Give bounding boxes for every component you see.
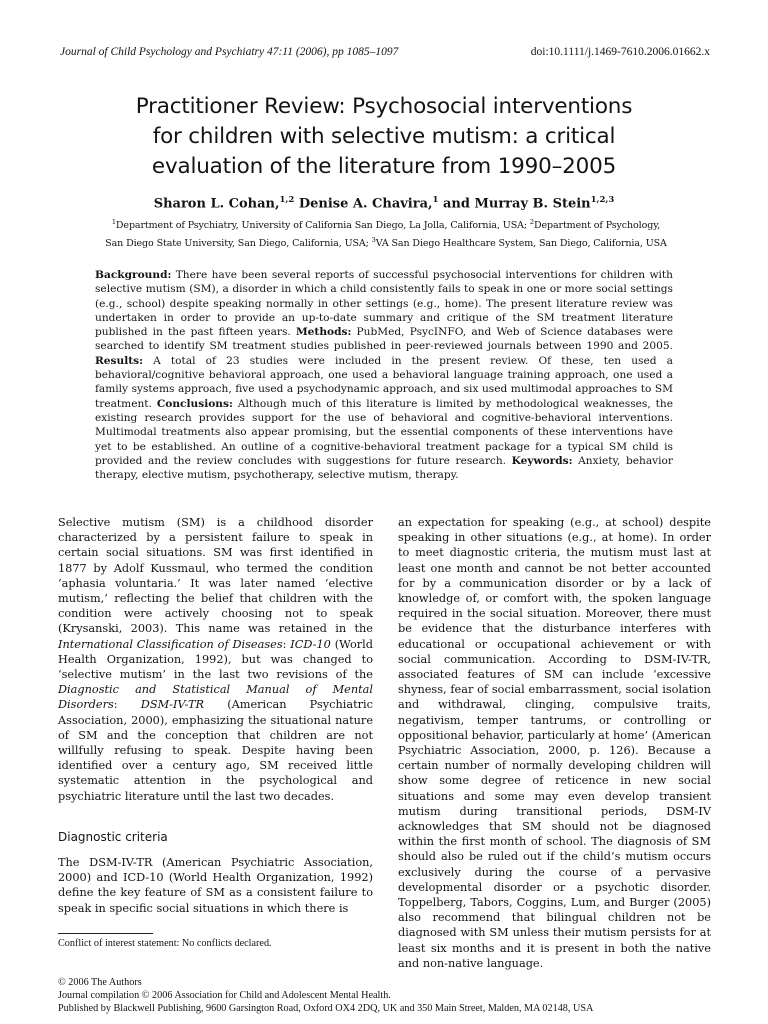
affiliations bbox=[92, 215, 680, 251]
paper-title bbox=[60, 92, 708, 182]
diagnostic-paragraph-cont: an expectation for speaking (e.g., at school) despite speaking in other situations (e.g., at home). In order to meet diagnostic criteria, the mutism must last at least one month and cannot be not better accounted for by a communication disorder or by a lack of knowledge of, or comfort with, the spoken language required in the social situation. Moreover, there must be evidence that the disturbance interferes with educational or occupational achievement or with social communication. According to DSM-IV-TR, associated features of SM can include ‘excessive shyness, fear of social embarrassment, social isolation and withdrawal, clinging, compulsive traits, negativism, temper tantrums, or controlling or oppositional behavior, particularly at home’ (American Psychiatric Association, 2000, p. 126). Because a certain number of normally developing children will show some degree of reticence in new social situations and some may even develop transient mutism during transitional periods, DSM-IV acknowledges that SM should not be diagnosed within the first month of school. The diagnosis of SM should also be ruled out if the child’s mutism occurs exclusively during the course of a pervasive developmental disorder or a psychotic disorder. Toppelberg, Tabors, Coggins, Lum, and Burger (2005) also recommend that bilingual children not be diagnosed with SM unless their mutism persists for at least six months and it is present in both the native and non-native language. bbox=[398, 516, 712, 970]
conflict-statement: Conflict of interest statement: No conflicts declared. bbox=[58, 938, 272, 949]
author-2: Denise A. Chavira, bbox=[294, 196, 433, 212]
publisher-line: Published by Blackwell Publishing, 9600 Garsington Road, Oxford OX4 2DQ, UK and 350 Main Street, Malden, MA 02148, USA bbox=[58, 1002, 594, 1014]
right-column bbox=[398, 515, 711, 971]
journal-citation: Journal of Child Psychology and Psychiatry 47:11 (2006), pp 1085–1097 bbox=[60, 46, 399, 58]
title-line-3: evaluation of the literature from 1990–2005 bbox=[151, 154, 617, 179]
section-heading: Diagnostic criteria bbox=[58, 829, 168, 844]
abstract-keywords-text: Anxiety, behavior therapy, elective mutism, psychotherapy, selective mutism, therapy. bbox=[95, 454, 673, 482]
text-run: Selective mutism (SM) is a childhood disorder characterized by a persistent failure to speak in certain social situations. SM was first identified in 1877 by Adolf Kussmaul, who termed the condition ‘aphasia voluntaria.’ It was later named ‘elective mutism,’ reflecting the belief that children with the condition were actively choosing not to speak (Krysanski, 2003). This name was retained in the bbox=[58, 516, 373, 636]
abstract-background-text: There have been several reports of successful psychosocial interventions for children with selective mutism (SM), a disorder in which a child consistently fails to speak in one or more social settings (e.g., school) despite speaking normally in other settings (e.g., home). The present literature review was undertaken in order to provide an up-to-date summary and critique of the SM treatment literature published in the past fifteen years. bbox=[95, 269, 673, 339]
abstract-results-label: Results: bbox=[95, 354, 144, 367]
abstract-results-text: A total of 23 studies were included in the present review. Of these, ten used a behavioral/cognitive behavioral approach, one used a behavioral language training approach, one used a family systems approach, five used a psychodynamic approach, and six used multimodal approaches to SM treatment. bbox=[95, 354, 673, 410]
affil-2: Department of Psychology, bbox=[533, 220, 661, 232]
affil-3: VA San Diego Healthcare System, San Diego, California, USA bbox=[375, 238, 667, 250]
italic-run: Diagnostic and Statistical Manual of Mental Disorders bbox=[58, 683, 373, 712]
footnote-divider bbox=[58, 933, 153, 934]
title-line-1: Practitioner Review: Psychosocial interventions bbox=[135, 94, 633, 119]
abstract bbox=[95, 268, 673, 482]
copyright-block bbox=[58, 977, 593, 1015]
author-list bbox=[60, 195, 708, 211]
text-run: : bbox=[113, 698, 141, 712]
abstract-methods-label: Methods: bbox=[295, 326, 352, 339]
author-2-affil: 1 bbox=[432, 195, 439, 205]
doi: doi:10.1111/j.1469-7610.2006.01662.x bbox=[530, 46, 710, 58]
abstract-methods-text: PubMed, PsycINFO, and Web of Science databases were searched to identify SM treatment studies published in peer-reviewed journals between 1990 and 2005. bbox=[95, 326, 673, 353]
italic-run: ICD-10 bbox=[290, 637, 331, 651]
abstract-background-label: Background: bbox=[95, 269, 172, 281]
text-run: : bbox=[282, 637, 291, 651]
author-3-affil: 1,2,3 bbox=[590, 195, 615, 205]
author-1-affil: 1,2 bbox=[279, 195, 295, 205]
author-3: and Murray B. Stein bbox=[438, 196, 591, 212]
copyright-journal: Journal compilation © 2006 Association for Child and Adolescent Mental Health. bbox=[58, 989, 391, 1001]
affil-2-cont: San Diego State University, San Diego, California, USA; bbox=[105, 238, 372, 250]
affil-1: Department of Psychiatry, University of California San Diego, La Jolla, California, USA; bbox=[115, 220, 530, 232]
intro-paragraph bbox=[58, 515, 373, 804]
text-run: (World Health Organization, 1992), but was changed to ‘selective mutism’ in the last two revisions of the bbox=[58, 637, 374, 682]
affil-marker-3: 3 bbox=[371, 236, 376, 245]
left-column bbox=[58, 515, 373, 916]
abstract-conclusions-label: Conclusions: bbox=[156, 397, 233, 410]
diagnostic-paragraph: The DSM-IV-TR (American Psychiatric Association, 2000) and ICD-10 (World Health Organization, 1992) define the key feature of SM as a consistent failure to speak in specific social situations in which there is bbox=[58, 856, 373, 915]
italic-run: DSM-IV-TR bbox=[140, 698, 205, 712]
author-1: Sharon L. Cohan, bbox=[153, 196, 280, 212]
affil-marker-1: 1 bbox=[111, 218, 116, 226]
title-line-2: for children with selective mutism: a critical bbox=[152, 124, 616, 149]
text-run: (American Psychiatric Association, 2000), emphasizing the situational nature of SM and the conception that children are not willfully refusing to speak. Despite having been identified over a century ago, SM received little systematic attention in the psychological and psychiatric literature until the last two decades. bbox=[58, 698, 373, 803]
affil-marker-2: 2 bbox=[529, 218, 534, 226]
abstract-keywords-label: Keywords: bbox=[511, 454, 573, 467]
abstract-conclusions-text: Although much of this literature is limited by methodological weaknesses, the existing research provides support for the use of behavioral and cognitive-behavioral interventions. Multimodal treatments also appear promising, but the essential components of these interventions have yet to be established. An outline of a cognitive-behavioral treatment package for a typical SM child is provided and the review concludes with suggestions for future research. bbox=[95, 397, 673, 467]
copyright-authors: © 2006 The Authors bbox=[58, 977, 142, 988]
italic-run: International Classification of Diseases bbox=[58, 637, 283, 651]
